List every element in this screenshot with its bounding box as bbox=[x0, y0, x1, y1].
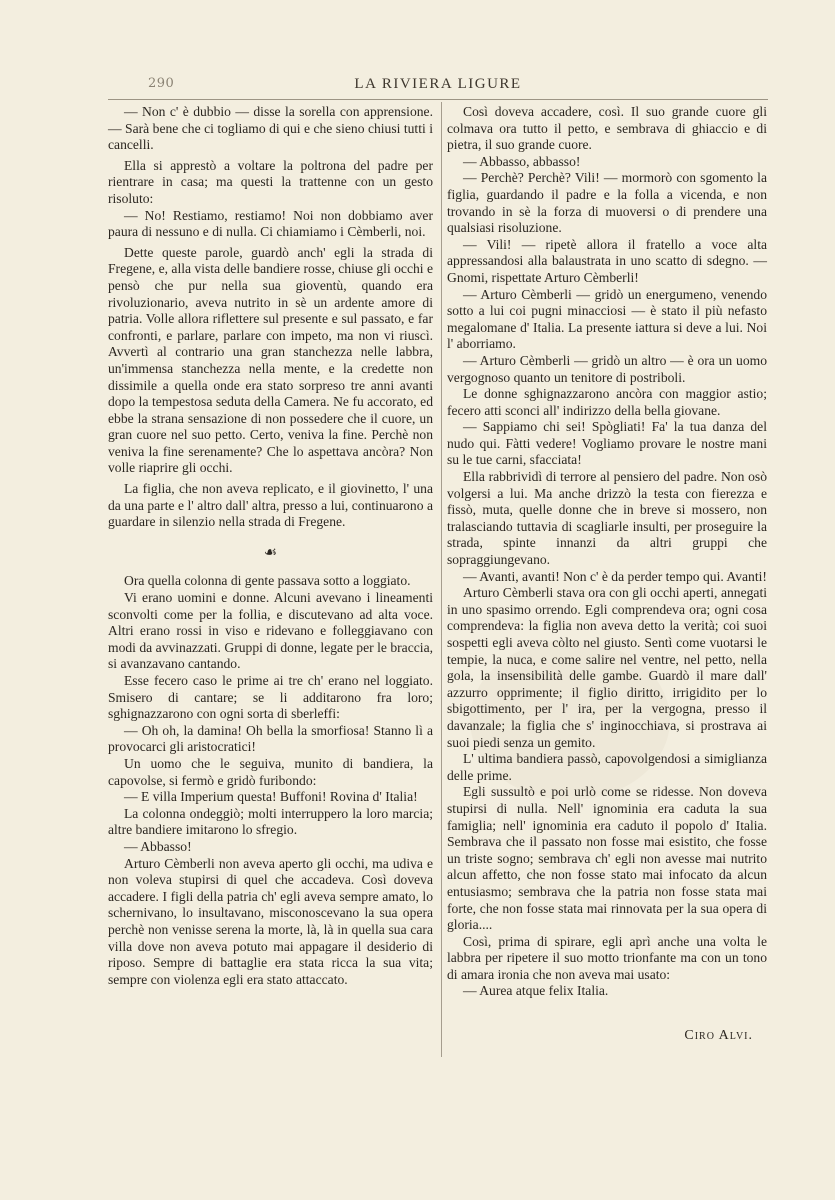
paragraph: L' ultima bandiera passò, capovolgendosi a simiglianza delle prime. bbox=[447, 751, 767, 783]
paragraph: — Arturo Cèmberli — gridò un altro — è ora un uomo vergognoso quanto un tenitore di postriboli. bbox=[447, 352, 767, 385]
paragraph: Arturo Cèmberli stava ora con gli occhi aperti, annegati in uno spasimo orrendo. Egli comprendeva ora; ogni cosa comprendeva: la figlia non aveva detto la verità; coi suoi sospetti egli aveva còlto nel giusto. Sentì come vuotarsi le tempie, la nuca, e come salire nel ventre, nel petto, nella gola, la insensibilità delle gambe. Guardò il mare dall' azzurro opprimente; il figlio diritto, irrigidito per lo sbigottimento, per l' ira, per la vergogna, presso il davanzale; la figlia che s' inginocchiava, si prostrava ai suoi piedi senza un gemito. bbox=[447, 585, 767, 750]
paragraph: — Abbasso! bbox=[124, 838, 192, 854]
paragraph: — Sappiamo chi sei! Spògliati! Fa' la tua danza del nudo qui. Fàtti vedere! Vogliamo provare le nostre mani su le tue carni, sfacciata! bbox=[447, 419, 767, 468]
section-ornament-icon: ☙ bbox=[263, 544, 278, 561]
paragraph: Un uomo che le seguiva, munito di bandiera, la capovolse, si fermò e gridò furibondo: bbox=[108, 755, 433, 788]
paragraph: Ora quella colonna di gente passava sotto a loggiato. bbox=[124, 573, 411, 589]
right-column bbox=[447, 104, 767, 1045]
left-column bbox=[108, 104, 433, 988]
paragraph: — No! Restiamo, restiamo! Noi non dobbiamo aver paura di nessuno e di nulla. Ci chiamiamo i Cèmberli, noi. bbox=[108, 207, 433, 240]
paragraph: — Oh oh, la damina! Oh bella la smorfiosa! Stanno lì a provocarci gli aristocratici! bbox=[108, 722, 433, 755]
paragraph: — Non c' è dubbio — disse la sorella con apprensione. — Sarà bene che ci togliamo di qui e che sieno chiusi tutti i cancelli. bbox=[108, 104, 433, 153]
page-number: 290 bbox=[148, 76, 175, 91]
paragraph: Vi erano uomini e donne. Alcuni avevano i lineamenti sconvolti come per la follia, e discutevano ad alta voce. Altri erano rossi in viso e ridevano e folleggiavano con modi da avvinazzati. Gruppi di donne, legate per le braccia, si avanzavano cantando. bbox=[108, 590, 433, 672]
paragraph: — Perchè? Perchè? Vili! — mormorò con sgomento la figlia, guardando il padre e la folla a vicenda, e non trovando in sè la forza di muoversi o di prendere una qualsiasi risoluzione. bbox=[447, 170, 767, 236]
paragraph: La colonna ondeggiò; molti interruppero la loro marcia; altre bandiere imitarono lo sfregio. bbox=[108, 805, 433, 838]
column-divider bbox=[441, 102, 442, 1057]
paragraph: Esse fecero caso le prime ai tre ch' erano nel loggiato. Smisero di cantare; se li additarono fra loro; sghignazzarono con ogni sorta di sberleffi: bbox=[108, 673, 433, 722]
paragraph: — E villa Imperium questa! Buffoni! Rovina d' Italia! bbox=[124, 789, 418, 805]
paragraph: Così doveva accadere, così. Il suo grande cuore gli colmava ora tutto il petto, e sembrava di ghiaccio e di pietra, il suo grande cuore. bbox=[447, 104, 767, 153]
paragraph: Così, prima di spirare, egli aprì anche una volta le labbra per ripetere il suo motto trionfante ma con un tono di amara ironia che non aveva mai usato: bbox=[447, 933, 767, 982]
paragraph: — Vili! — ripetè allora il fratello a voce alta appressandosi alla balaustrata in uno scatto di sdegno. — Gnomi, rispettate Arturo Cèmberli! bbox=[447, 236, 767, 285]
paragraph: — Arturo Cèmberli — gridò un energumeno, venendo sotto a lui coi pugni minacciosi — è stato il più nefasto megalomane d' Italia. La presente iattura si deve a lui. Noi l' aborriamo. bbox=[447, 286, 767, 352]
paragraph: La figlia, che non aveva replicato, e il giovinetto, l' una da una parte e l' altro dall' altra, presso a lui, continuarono a guardare in silenzio nella strada di Fregene. bbox=[108, 481, 433, 530]
header-rule bbox=[108, 99, 768, 100]
paragraph: Ella rabbrividì di terrore al pensiero del padre. Non osò volgersi a lui. Ma anche drizzò la testa con fierezza e fissò, muta, quelle donne che in breve si mossero, non tralasciando tuttavia di scagliarle insulti, per proseguire la strada, spinte innanzi da altri gruppi che sopraggiungevano. bbox=[447, 469, 767, 568]
paragraph: Le donne sghignazzarono ancòra con maggior astio; fecero atti sconci all' indirizzo della bella giovane. bbox=[447, 386, 767, 418]
paragraph: Arturo Cèmberli non aveva aperto gli occhi, ma udiva e non voleva stupirsi di quel che accadeva. Così doveva accadere. I figli della patria ch' egli aveva sempre amato, lo schernivano, lo insultavano, misconoscevano la sua opera perchè non venisse serena la morte, là, là in quella sua cara villa dove non aveva potuto mai appagare il desiderio di riposo. Sempre di battaglie era stata ricca la sua vita; sempre con violenza egli era stato attaccato. bbox=[108, 855, 433, 987]
paragraph: Dette queste parole, guardò anch' egli la strada di Fregene, e, alla vista delle bandiere rosse, chiuse gli occhi e pensò che pur nella sua gioventù, quando era rivoluzionario, aveva nutrito in sè un ardente amore di patria. Volle allora riflettere sul presente e sul passato, e far confronti, e parlare, parlare con impeto, ma non vi riuscì. Avvertì al contrario una gran stanchezza nelle labbra, un'immensa stanchezza nella mente, e la credette non dissimile a quella onde era stato sorpreso tre anni avanti dopo la tempestosa seduta della Camera. Ne fu accorato, ed ebbe la strana sensazione di non possedere che il cuore, un gran cuore nel suo petto. Certo, veniva la fine. Perchè non veniva la fine serenamente? Che lo aspettava ancòra? Non volle riaprire gli occhi. bbox=[108, 244, 433, 476]
paragraph: Ella si apprestò a voltare la poltrona del padre per rientrare in casa; ma questi la trattenne con un gesto risoluto: bbox=[108, 157, 433, 206]
running-head: LA RIVIERA LIGURE bbox=[354, 76, 522, 92]
paragraph: — Aurea atque felix Italia. bbox=[463, 983, 609, 999]
paragraph: — Avanti, avanti! Non c' è da perder tempo qui. Avanti! bbox=[463, 568, 767, 584]
page-header bbox=[108, 76, 768, 96]
paragraph: Egli sussultò e poi urlò come se ridesse. Non doveva stupirsi di nulla. Nell' ignominia era caduta la sua famiglia; nell' ignominia era caduto il popolo d' Italia. Sembrava che il passato non fosse mai esistito, che fosse un triste sogno; sembrava ch' egli non avesse mai nutrito alcun affetto, che non fosse stato mai infocato da alcun entusiasmo; sembrava che la patria non fosse stata mai forte, che non fosse stata mai rinnovata per la sua opera di gloria.... bbox=[447, 784, 767, 933]
paragraph: — Abbasso, abbasso! bbox=[463, 153, 581, 169]
author-signature: Ciro Alvi. bbox=[684, 1028, 753, 1044]
